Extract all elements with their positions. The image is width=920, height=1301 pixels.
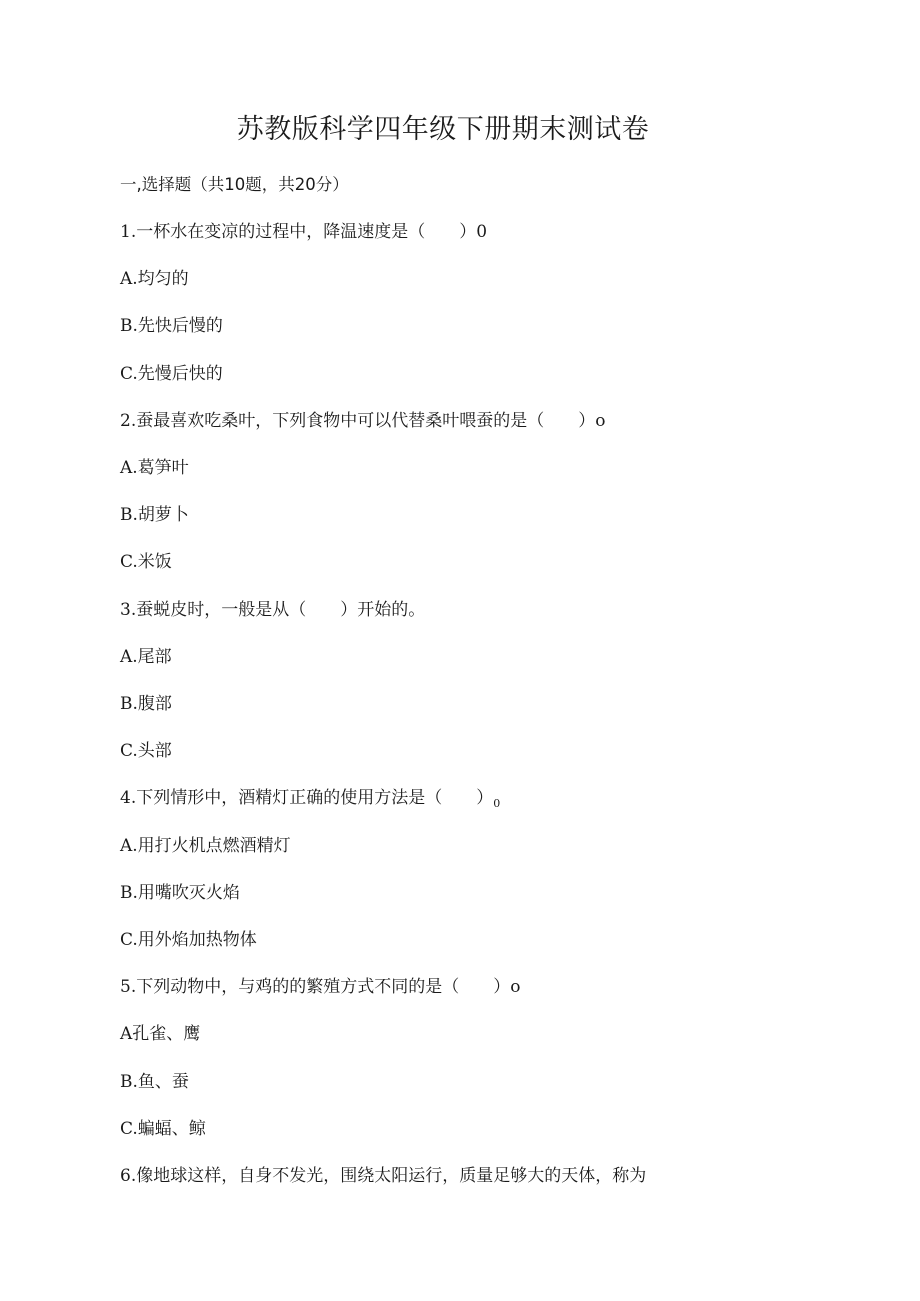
question-3-option-a: A.尾部	[120, 647, 172, 667]
question-5-option-b: B.鱼、蚕	[120, 1072, 189, 1092]
question-2-option-b: B.胡萝卜	[120, 505, 189, 525]
question-4-stem-suffix: 0	[493, 797, 501, 810]
question-4-option-c: C.用外焰加热物体	[120, 930, 257, 950]
question-3-option-b: B.腹部	[120, 694, 172, 714]
question-2-option-c: C.米饭	[120, 552, 172, 572]
question-5-option-c: C.蝙蝠、鲸	[120, 1119, 206, 1139]
question-2-stem: 2.蚕最喜欢吃桑叶，下列食物中可以代替桑叶喂蚕的是（ ）o	[120, 411, 606, 431]
question-4-option-b: B.用嘴吹灭火焰	[120, 883, 240, 903]
question-6-stem: 6.像地球这样，自身不发光，围绕太阳运行，质量足够大的天体，称为	[120, 1166, 647, 1186]
section-heading: 一,选择题（共10题，共20分）	[120, 175, 349, 194]
question-5-option-a: A孔雀、鹰	[120, 1024, 201, 1044]
question-3-stem: 3.蚕蜕皮时，一般是从（ ）开始的。	[120, 600, 426, 620]
question-1-option-b: B.先快后慢的	[120, 316, 223, 336]
question-3-option-c: C.头部	[120, 741, 172, 761]
question-4-option-a: A.用打火机点燃酒精灯	[120, 836, 291, 856]
page-title: 苏教版科学四年级下册期末测试卷	[236, 114, 650, 145]
question-4-stem: 4.下列情形中，酒精灯正确的使用方法是（ ）	[120, 788, 494, 808]
question-1-option-a: A.均匀的	[120, 269, 189, 289]
question-4-stem-line	[120, 786, 500, 816]
question-1-stem: 1.一杯水在变凉的过程中，降温速度是（ ）0	[120, 222, 488, 242]
question-1-option-c: C.先慢后快的	[120, 364, 223, 384]
question-5-stem: 5.下列动物中，与鸡的的繁殖方式不同的是（ ）o	[120, 977, 521, 997]
question-2-option-a: A.葛笋叶	[120, 458, 189, 478]
